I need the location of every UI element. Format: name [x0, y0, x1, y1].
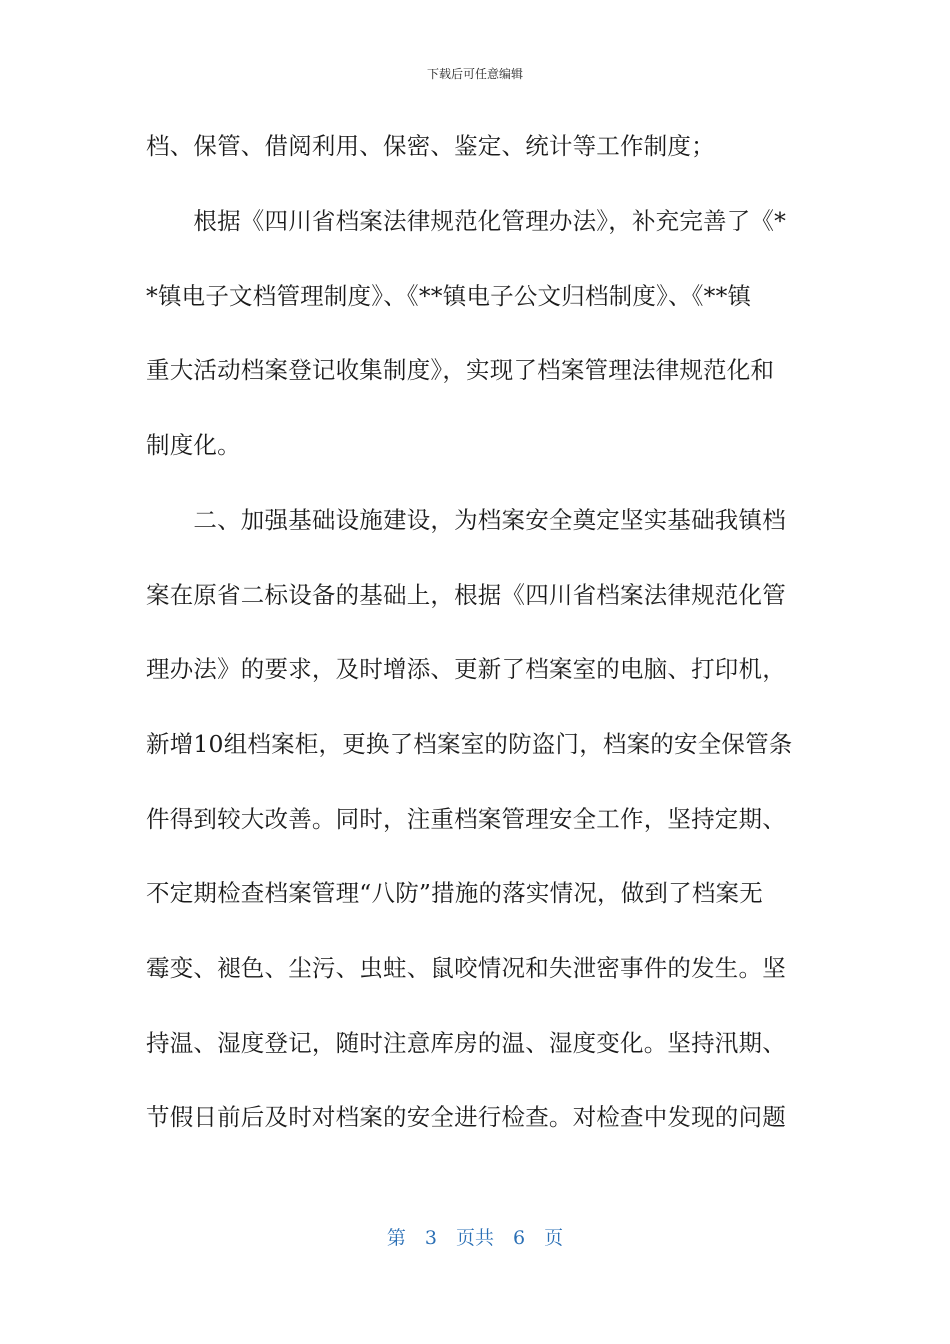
body-line: 重大活动档案登记收集制度》，实现了档案管理法律规范化和 [146, 356, 775, 384]
body-line: 霉变、褪色、尘污、虫蛀、鼠咬情况和失泄密事件的发生。坚 [146, 954, 786, 982]
page-header-note: 下载后可任意编辑 [426, 67, 523, 81]
body-line: 二、加强基础设施建设，为档案安全奠定坚实基础我镇档 [146, 506, 786, 534]
page-number-footer: 第 3 页共 6 页 [386, 1227, 564, 1249]
body-line: 持温、湿度登记，随时注意库房的温、湿度变化。坚持汛期、 [146, 1029, 786, 1057]
body-line: 节假日前后及时对档案的安全进行检查。对检查中发现的问题 [146, 1103, 786, 1131]
body-line: 根据《四川省档案法律规范化管理办法》，补充完善了《* [146, 207, 787, 235]
body-line: *镇电子文档管理制度》、《**镇电子公文归档制度》、《**镇 [146, 282, 752, 310]
body-line: 理办法》的要求，及时增添、更新了档案室的电脑、打印机， [146, 655, 786, 683]
body-line: 案在原省二标设备的基础上，根据《四川省档案法律规范化管 [146, 581, 786, 609]
body-line: 新增10组档案柜，更换了档案室的防盗门，档案的安全保管条 [146, 730, 793, 758]
body-line: 件得到较大改善。同时，注重档案管理安全工作，坚持定期、 [146, 805, 786, 833]
body-line: 制度化。 [146, 431, 241, 459]
body-line: 档、保管、借阅利用、保密、鉴定、统计等工作制度； [146, 132, 715, 160]
body-line: 不定期检查档案管理“八防”措施的落实情况，做到了档案无 [146, 879, 763, 907]
